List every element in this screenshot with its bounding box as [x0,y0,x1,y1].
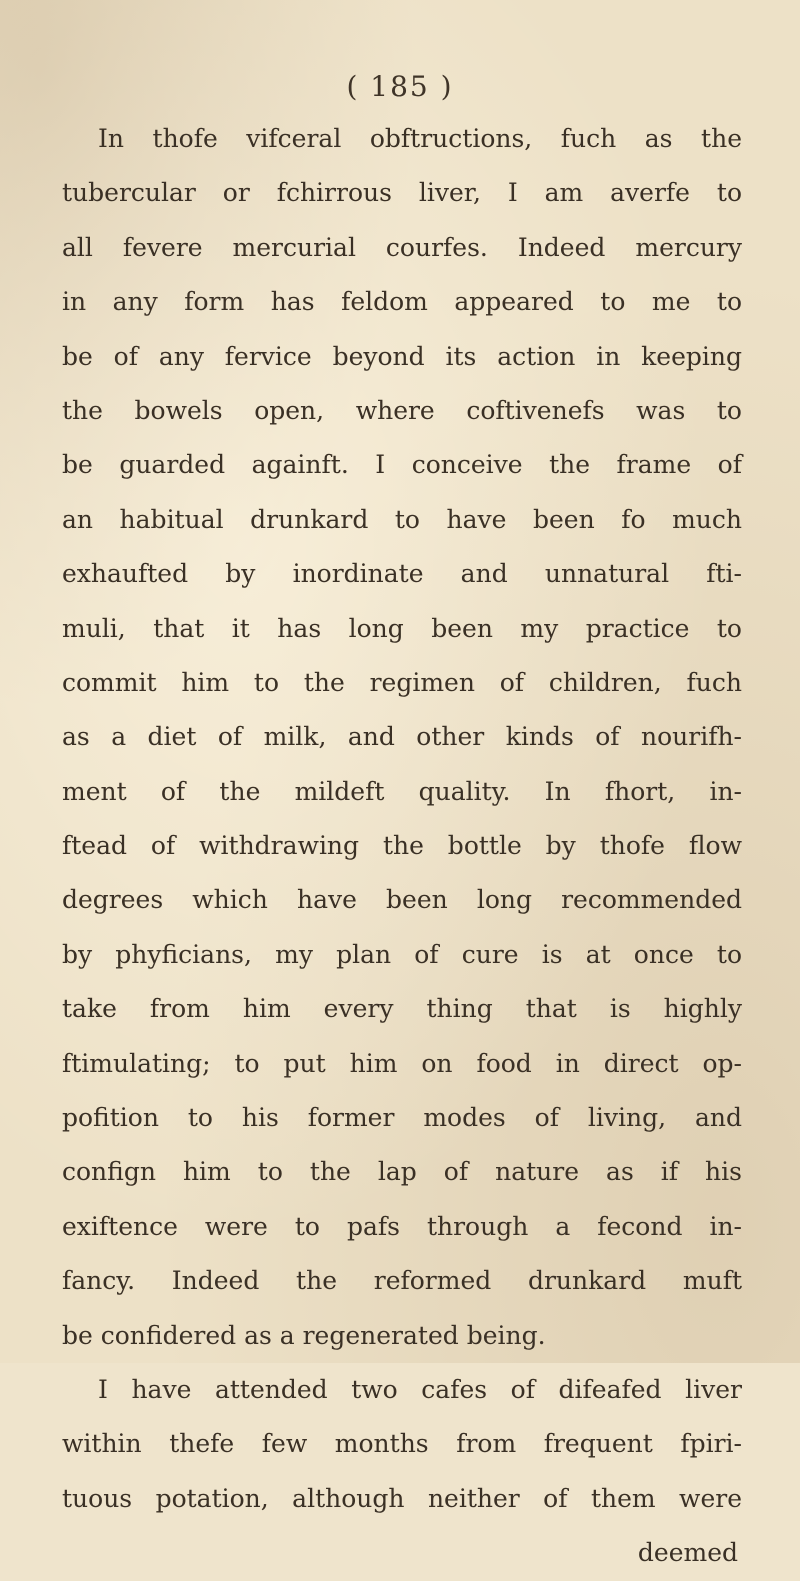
text-line: take from him every thing that is highly [62,994,742,1024]
body-text [62,112,742,1581]
text-line: tuous potation, although neither of them were [62,1483,742,1513]
catchword: deemed [637,1538,738,1568]
text-line: In thofe vifceral obftructions, fuch as the [98,124,742,153]
page-number: ( 185 ) [346,70,454,103]
text-line: exiftence were to pafs through a fecond in- [62,1211,742,1241]
text-line: in any form has feldom appeared to me to [62,287,742,317]
text-line: I have attended two cafes of difeafed liver [98,1374,742,1404]
text-line: all fevere mercurial courfes. Indeed mercury [62,232,742,262]
text-line: be guarded againft. I conceive the frame of [62,450,742,480]
text-line: exhaufted by inordinate and unnatural fti- [62,559,742,589]
text-line: the bowels open, where coftivenefs was to [62,395,742,425]
text-line: by phyficians, my plan of cure is at once to [62,939,742,969]
text-line: tubercular or fchirrous liver, I am averfe to [62,178,742,208]
text-line: ftimulating; to put him on food in direct op- [62,1048,742,1078]
text-line: an habitual drunkard to have been fo much [62,504,742,534]
text-line: within thefe few months from frequent fpiri- [62,1429,742,1459]
text-line: pofition to his former modes of living, and [62,1103,742,1133]
text-line: fancy. Indeed the reformed drunkard muft [62,1266,742,1296]
text-line: commit him to the regimen of children, fuch [62,667,742,697]
text-line: ment of the mildeft quality. In fhort, in- [62,776,742,806]
text-line: as a diet of milk, and other kinds of nourifh- [62,722,742,752]
text-line: degrees which have been long recommended [62,885,742,915]
text-line: be confidered as a regenerated being. [62,1320,546,1350]
text-line: muli, that it has long been my practice to [62,613,742,643]
text-line: confign him to the lap of nature as if his [62,1157,742,1187]
text-line: ftead of withdrawing the bottle by thofe flow [62,831,742,861]
text-line: be of any fervice beyond its action in keeping [62,341,742,371]
